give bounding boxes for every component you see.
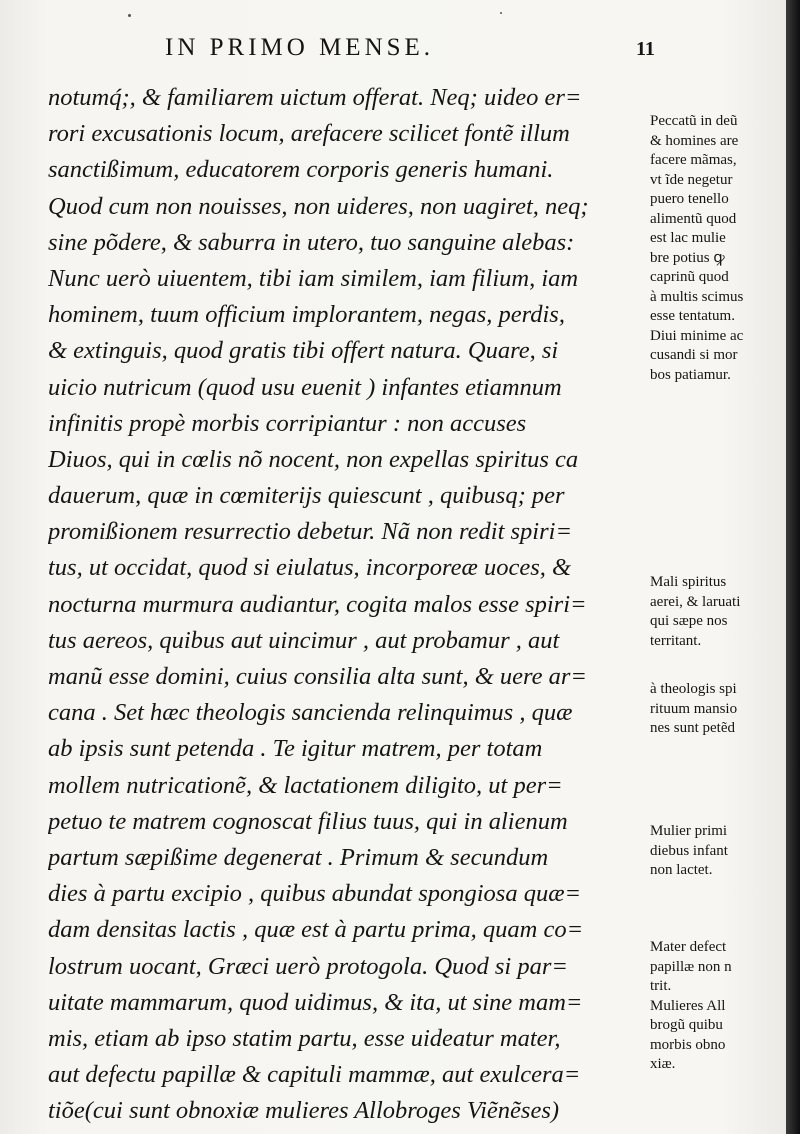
text-line: manũ esse domini, cuius consilia alta sunt, & uere ar= bbox=[48, 663, 587, 690]
margin-note-line: vt ĩde negetur bbox=[650, 171, 733, 188]
margin-note-line: cusandi si mor bbox=[650, 347, 738, 363]
text-line: sanctißimum, educatorem corporis generis humani. bbox=[48, 156, 554, 184]
margin-note-mater-defectu bbox=[650, 938, 786, 1075]
print-speck bbox=[500, 12, 502, 14]
text-line: Quod cum non nouisses, non uideres, non uagiret, neq; bbox=[48, 192, 589, 220]
text-line: aut defectu papillæ & capituli mammæ, aut exulcera= bbox=[48, 1061, 581, 1089]
margin-note-line: Peccatũ in deũ bbox=[650, 113, 738, 129]
margin-note-line: bos patiamur. bbox=[650, 366, 731, 383]
text-line: cana . Set hæc theologis sancienda relinquimus , quæ bbox=[48, 699, 573, 727]
text-line: mis, etiam ab ipso statim partu, esse uideatur mater, bbox=[48, 1024, 561, 1052]
print-speck bbox=[128, 14, 131, 17]
margin-note-line: rituum mansio bbox=[650, 700, 738, 717]
margin-note-line: bre potius ꝙ bbox=[650, 249, 725, 266]
margin-note-line: est lac mulie bbox=[650, 230, 726, 246]
margin-note-line: brogũ quibu bbox=[650, 1017, 723, 1033]
page-number: 11 bbox=[636, 38, 655, 60]
margin-note-line: Mulier primi bbox=[650, 823, 728, 839]
text-line: petuo te matrem cognoscat filius tuus, qui in alienum bbox=[48, 807, 568, 835]
text-line: dauerum, quæ in cœmiterijs quiescunt , quibusq; per bbox=[48, 482, 565, 510]
text-line: mollem nutricationẽ, & lactationem diligito, ut per= bbox=[48, 771, 563, 799]
text-line: Nunc uerò uiuentem, tibi iam similem, iam filium, iam bbox=[48, 264, 579, 292]
margin-note-line: alimentũ quod bbox=[650, 210, 737, 227]
margin-note-line: trit. bbox=[650, 978, 672, 994]
margin-note-line: diebus infant bbox=[650, 842, 728, 859]
text-line: tus, ut occidat, quod si eiulatus, incorporeæ uoces, & bbox=[48, 554, 572, 582]
text-line: lostrum uocant, Græci uerò protogola. Quod si par= bbox=[48, 952, 568, 980]
margin-note-line: à multis scimus bbox=[650, 288, 744, 305]
margin-note-line: Mater defect bbox=[650, 939, 727, 955]
margin-note-line: & homines are bbox=[650, 132, 739, 149]
text-line: nocturna murmura audiantur, cogita malos esse spiri= bbox=[48, 590, 587, 618]
margin-note-line: aerei, & laruati bbox=[650, 593, 741, 610]
margin-note-peccatum bbox=[650, 112, 786, 385]
text-line: tus aereos, quibus aut uincimur , aut probamur , aut bbox=[48, 626, 560, 654]
margin-note-line: esse tentatum. bbox=[650, 308, 735, 324]
text-line: rori excusationis locum, arefacere scilicet fontẽ illum bbox=[48, 120, 570, 148]
margin-note-theologis bbox=[650, 680, 786, 739]
margin-note-line: puero tenello bbox=[650, 191, 729, 207]
book-spine-shadow bbox=[786, 0, 800, 1134]
margin-note-line: à theologis spi bbox=[650, 681, 737, 697]
margin-note-mulier bbox=[650, 822, 786, 881]
main-text-block bbox=[48, 80, 644, 1129]
text-line: dies à partu excipio , quibus abundat spongiosa quæ= bbox=[48, 880, 582, 908]
text-line: uitate mammarum, quod uidimus, & ita, ut sine mam= bbox=[48, 988, 583, 1016]
margin-note-line: morbis obno bbox=[650, 1036, 726, 1053]
margin-note-line: qui sæpe nos bbox=[650, 613, 728, 629]
margin-note-mali-spiritus bbox=[650, 573, 786, 651]
margin-note-line: nes sunt petẽd bbox=[650, 720, 735, 736]
margin-note-line: Diui minime ac bbox=[650, 327, 744, 344]
margin-note-line: xiæ. bbox=[650, 1056, 676, 1072]
text-line: promißionem resurrectio debetur. Nã non redit spiri= bbox=[48, 518, 572, 546]
margin-note-line: territant. bbox=[650, 632, 702, 649]
text-line: sine põdere, & saburra in utero, tuo sanguine alebas: bbox=[48, 228, 575, 256]
margin-note-line: papillæ non n bbox=[650, 958, 732, 975]
margin-note-line: facere mãmas, bbox=[650, 152, 737, 168]
text-line: Diuos, qui in cœlis nõ nocent, non expellas spiritus ca bbox=[48, 445, 579, 473]
text-line: hominem, tuum officium implorantem, negas, perdis, bbox=[48, 301, 565, 329]
margin-note-line: Mulieres All bbox=[650, 997, 726, 1014]
text-line: notumq́;, & familiarem uictum offerat. Neq; uideo er= bbox=[48, 84, 582, 111]
text-line: ab ipsis sunt petenda . Te igitur matrem, per totam bbox=[48, 735, 543, 763]
text-line: & extinguis, quod gratis tibi offert natura. Quare, si bbox=[48, 337, 559, 365]
text-line: uicio nutricum (quod usu euenit ) infantes etiamnum bbox=[48, 373, 562, 401]
text-line: partum sæpißime degenerat . Primum & secundum bbox=[48, 843, 549, 871]
margin-note-line: caprinũ quod bbox=[650, 269, 729, 285]
margin-note-line: Mali spiritus bbox=[650, 574, 727, 590]
text-line: infinitis propè morbis corripiantur : non accuses bbox=[48, 409, 527, 437]
running-title: IN PRIMO MENSE. bbox=[165, 34, 435, 61]
margin-note-line: non lactet. bbox=[650, 862, 713, 878]
text-line: dam densitas lactis , quæ est à partu prima, quam co= bbox=[48, 916, 584, 944]
text-line: tiõe(cui sunt obnoxiæ mulieres Allobroges Viẽnẽses) bbox=[48, 1097, 560, 1125]
